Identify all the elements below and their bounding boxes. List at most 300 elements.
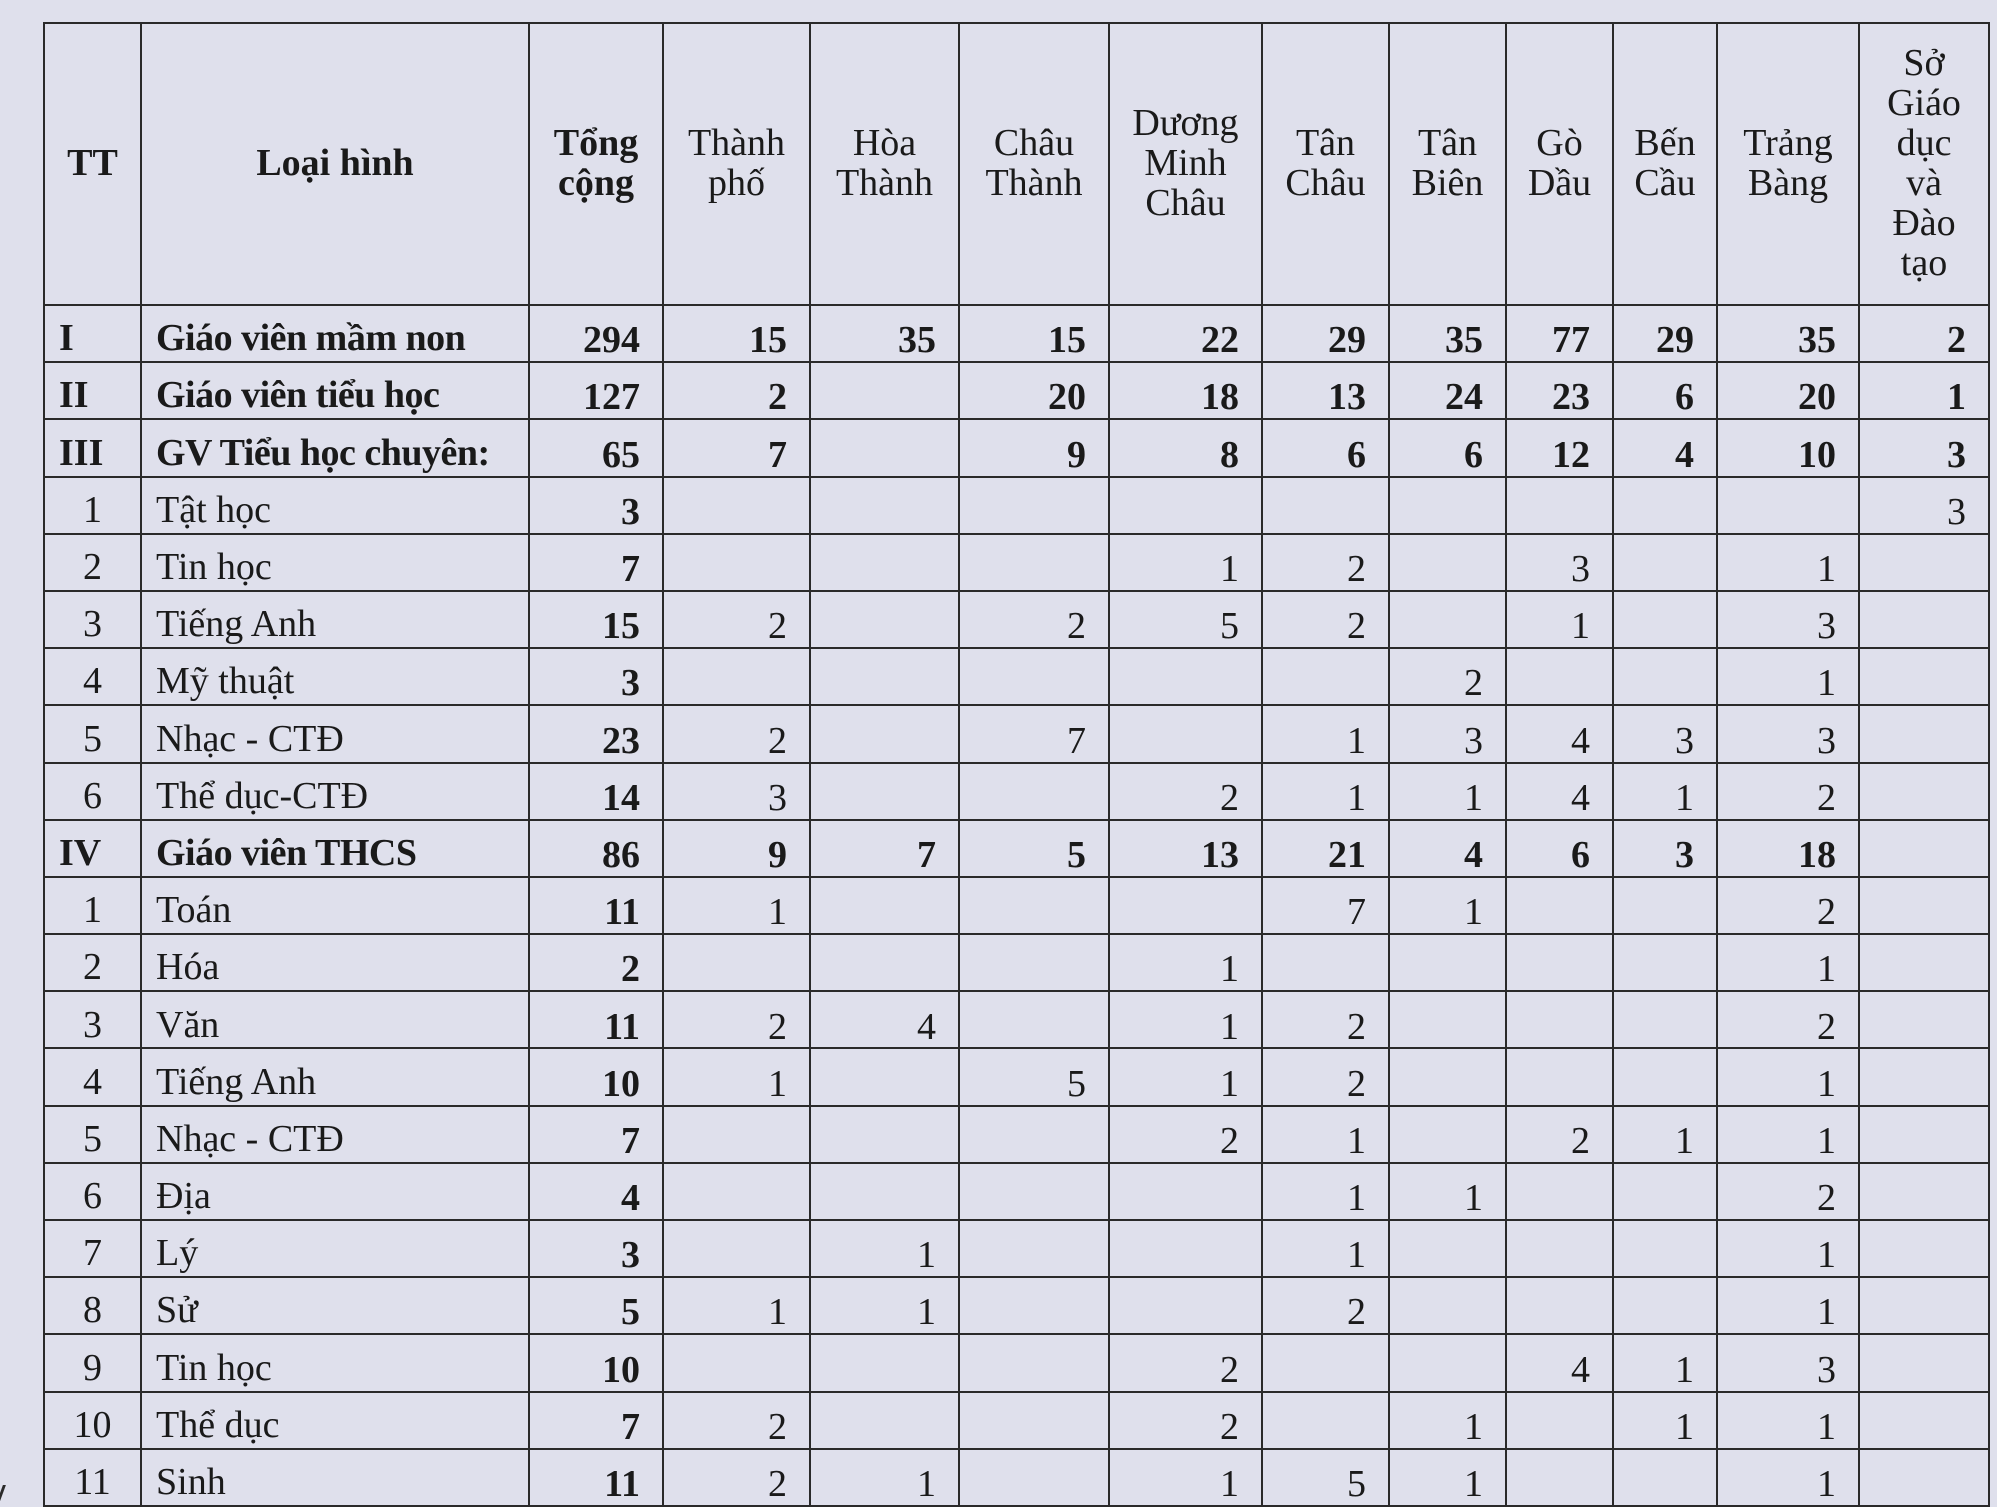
row-index-cell: 4 — [44, 1048, 141, 1105]
row-value-cell — [810, 705, 959, 762]
row-value-cell — [663, 1220, 810, 1277]
row-total-cell: 10 — [529, 1334, 663, 1391]
header-tong-cong — [529, 23, 663, 305]
row-value-cell — [1389, 1220, 1506, 1277]
row-category-cell: Giáo viên tiểu học — [141, 362, 529, 419]
row-index-cell: 3 — [44, 991, 141, 1048]
row-value-cell: 1 — [1262, 763, 1389, 820]
row-category-cell: Giáo viên THCS — [141, 820, 529, 877]
row-value-cell — [810, 934, 959, 991]
row-value-cell: 1 — [1109, 991, 1262, 1048]
row-value-cell — [959, 1106, 1109, 1163]
row-value-cell: 3 — [1859, 419, 1989, 476]
row-value-cell — [959, 1334, 1109, 1391]
row-value-cell: 2 — [663, 991, 810, 1048]
row-value-cell: 1 — [1613, 1334, 1717, 1391]
header-text-line: dục — [1896, 122, 1952, 165]
row-category-cell: Sinh — [141, 1449, 529, 1506]
row-value-cell: 9 — [663, 820, 810, 877]
row-category-cell: Lý — [141, 1220, 529, 1277]
header-text-line: Thành — [835, 162, 934, 204]
row-value-cell: 1 — [1389, 1449, 1506, 1506]
header-text-line: Đào — [1892, 201, 1956, 244]
row-value-cell: 1 — [1109, 1048, 1262, 1105]
row-value-cell: 1 — [1389, 763, 1506, 820]
row-value-cell: 7 — [1262, 877, 1389, 934]
header-text-line: Tổng — [553, 122, 639, 165]
row-total-cell: 127 — [529, 362, 663, 419]
row-value-cell: 3 — [1717, 1334, 1859, 1391]
row-index-cell: 11 — [44, 1449, 141, 1506]
row-value-cell: 1 — [1262, 1220, 1389, 1277]
row-value-cell — [1109, 477, 1262, 534]
row-value-cell — [1506, 477, 1613, 534]
row-value-cell — [1613, 1277, 1717, 1334]
row-value-cell — [663, 1106, 810, 1163]
row-value-cell: 1 — [1389, 877, 1506, 934]
header-text-line: Châu — [993, 122, 1075, 165]
row-value-cell: 4 — [1506, 705, 1613, 762]
header-go-dau — [1506, 23, 1613, 305]
row-value-cell: 1 — [1262, 1163, 1389, 1220]
row-value-cell: 1 — [1109, 534, 1262, 591]
row-value-cell — [1859, 934, 1989, 991]
row-total-cell: 7 — [529, 534, 663, 591]
header-text-line: Tân — [1295, 122, 1356, 165]
row-value-cell: 13 — [1109, 820, 1262, 877]
row-value-cell — [1613, 877, 1717, 934]
row-value-cell: 24 — [1389, 362, 1506, 419]
row-value-cell — [663, 934, 810, 991]
table-row — [44, 1163, 1989, 1220]
row-category-cell: Giáo viên mầm non — [141, 305, 529, 362]
row-value-cell: 2 — [1262, 591, 1389, 648]
row-category-cell: Hóa — [141, 934, 529, 991]
row-value-cell — [959, 1449, 1109, 1506]
row-value-cell: 2 — [1262, 1048, 1389, 1105]
row-value-cell: 2 — [1262, 1277, 1389, 1334]
table-row — [44, 1106, 1989, 1163]
row-index-cell: I — [44, 305, 141, 362]
row-value-cell: 1 — [1717, 534, 1859, 591]
row-total-cell: 4 — [529, 1163, 663, 1220]
header-text-line: Châu — [1285, 162, 1366, 204]
row-index-cell: IV — [44, 820, 141, 877]
row-index-cell: 9 — [44, 1334, 141, 1391]
row-value-cell: 12 — [1506, 419, 1613, 476]
row-value-cell: 3 — [1613, 820, 1717, 877]
row-value-cell: 2 — [1717, 1163, 1859, 1220]
header-text-line: Minh — [1144, 142, 1227, 185]
table-row — [44, 763, 1989, 820]
row-value-cell: 18 — [1109, 362, 1262, 419]
table-header — [44, 23, 1989, 305]
row-value-cell: 2 — [663, 1392, 810, 1449]
row-value-cell — [1613, 1163, 1717, 1220]
row-value-cell — [1262, 1392, 1389, 1449]
row-value-cell: 2 — [663, 705, 810, 762]
row-value-cell — [1506, 1277, 1613, 1334]
row-value-cell — [810, 763, 959, 820]
row-value-cell — [1389, 1106, 1506, 1163]
row-value-cell: 2 — [1109, 1106, 1262, 1163]
header-text-line: Biên — [1411, 162, 1484, 204]
row-value-cell: 1 — [1717, 1277, 1859, 1334]
row-value-cell: 1 — [1717, 934, 1859, 991]
header-duong-minh-chau — [1109, 23, 1262, 305]
row-value-cell: 1 — [810, 1449, 959, 1506]
row-value-cell: 29 — [1613, 305, 1717, 362]
row-value-cell — [1859, 1449, 1989, 1506]
header-text-line: TT — [67, 142, 118, 185]
row-value-cell: 21 — [1262, 820, 1389, 877]
row-total-cell: 3 — [529, 648, 663, 705]
row-category-cell: Nhạc - CTĐ — [141, 1106, 529, 1163]
row-category-cell: Sử — [141, 1277, 529, 1334]
row-value-cell: 1 — [1109, 934, 1262, 991]
row-category-cell: Tiếng Anh — [141, 1048, 529, 1105]
row-value-cell: 3 — [1613, 705, 1717, 762]
row-value-cell: 2 — [663, 362, 810, 419]
row-value-cell: 2 — [1859, 305, 1989, 362]
header-text-line: Cầu — [1634, 162, 1696, 204]
row-index-cell: 5 — [44, 1106, 141, 1163]
row-value-cell: 2 — [663, 591, 810, 648]
row-value-cell: 20 — [1717, 362, 1859, 419]
row-value-cell: 3 — [1859, 477, 1989, 534]
row-value-cell: 1 — [1262, 1106, 1389, 1163]
row-value-cell — [1389, 534, 1506, 591]
row-category-cell: Địa — [141, 1163, 529, 1220]
row-value-cell — [1717, 477, 1859, 534]
row-total-cell: 11 — [529, 991, 663, 1048]
row-value-cell: 29 — [1262, 305, 1389, 362]
table-body — [44, 305, 1989, 1506]
row-value-cell: 1 — [1717, 648, 1859, 705]
row-value-cell: 1 — [1109, 1449, 1262, 1506]
header-chau-thanh — [959, 23, 1109, 305]
row-index-cell: III — [44, 419, 141, 476]
row-value-cell — [663, 648, 810, 705]
row-value-cell: 3 — [1717, 705, 1859, 762]
table-row — [44, 591, 1989, 648]
row-value-cell — [1109, 1220, 1262, 1277]
header-thanh-pho — [663, 23, 810, 305]
row-value-cell: 22 — [1109, 305, 1262, 362]
header-tt — [44, 23, 141, 305]
row-value-cell: 8 — [1109, 419, 1262, 476]
row-value-cell: 1 — [1389, 1163, 1506, 1220]
row-value-cell — [810, 877, 959, 934]
row-value-cell — [1859, 1334, 1989, 1391]
row-value-cell: 2 — [663, 1449, 810, 1506]
row-total-cell: 65 — [529, 419, 663, 476]
row-total-cell: 14 — [529, 763, 663, 820]
row-index-cell: II — [44, 362, 141, 419]
row-value-cell — [810, 1106, 959, 1163]
header-loai-hinh — [141, 23, 529, 305]
header-text-line: tạo — [1900, 241, 1948, 284]
row-value-cell — [1613, 1048, 1717, 1105]
row-value-cell: 1 — [1613, 1392, 1717, 1449]
row-value-cell — [959, 1277, 1109, 1334]
table-row — [44, 1220, 1989, 1277]
row-value-cell: 23 — [1506, 362, 1613, 419]
row-value-cell — [1859, 1392, 1989, 1449]
row-value-cell: 1 — [1717, 1449, 1859, 1506]
row-value-cell — [1613, 648, 1717, 705]
row-value-cell — [1262, 934, 1389, 991]
header-text-line: Thành — [687, 122, 786, 165]
row-value-cell — [1506, 877, 1613, 934]
row-value-cell — [1109, 877, 1262, 934]
row-value-cell — [959, 1392, 1109, 1449]
row-value-cell: 4 — [1506, 763, 1613, 820]
row-category-cell: Mỹ thuật — [141, 648, 529, 705]
row-value-cell — [959, 477, 1109, 534]
row-value-cell: 15 — [959, 305, 1109, 362]
table-row — [44, 705, 1989, 762]
row-value-cell — [959, 1163, 1109, 1220]
row-value-cell: 35 — [810, 305, 959, 362]
header-text-line: Trảng — [1743, 122, 1833, 165]
row-value-cell: 3 — [1389, 705, 1506, 762]
row-index-cell: 3 — [44, 591, 141, 648]
row-value-cell: 3 — [1506, 534, 1613, 591]
header-text-line: Thành — [985, 162, 1083, 204]
row-value-cell — [1859, 877, 1989, 934]
row-index-cell: 4 — [44, 648, 141, 705]
row-index-cell: 10 — [44, 1392, 141, 1449]
row-category-cell: Tin học — [141, 534, 529, 591]
row-value-cell: 1 — [1613, 1106, 1717, 1163]
row-total-cell: 5 — [529, 1277, 663, 1334]
row-category-cell: GV Tiểu học chuyên: — [141, 419, 529, 476]
row-value-cell: 1 — [1717, 1220, 1859, 1277]
row-value-cell: 3 — [1717, 591, 1859, 648]
row-value-cell — [1859, 1106, 1989, 1163]
row-value-cell — [810, 362, 959, 419]
table-row — [44, 1277, 1989, 1334]
table-row — [44, 991, 1989, 1048]
row-category-cell: Toán — [141, 877, 529, 934]
row-total-cell: 294 — [529, 305, 663, 362]
row-value-cell: 6 — [1389, 419, 1506, 476]
row-value-cell — [1506, 1392, 1613, 1449]
header-text-line: Giáo — [1887, 82, 1961, 125]
row-value-cell: 1 — [810, 1220, 959, 1277]
row-category-cell: Thể dục — [141, 1392, 529, 1449]
header-ben-cau — [1613, 23, 1717, 305]
scan-edge-mark — [0, 1485, 14, 1501]
row-value-cell — [1262, 477, 1389, 534]
row-category-cell: Văn — [141, 991, 529, 1048]
row-index-cell: 1 — [44, 877, 141, 934]
row-value-cell — [1613, 1449, 1717, 1506]
header-so-gddt — [1859, 23, 1989, 305]
teacher-allocation-table — [43, 22, 1990, 1507]
row-value-cell: 77 — [1506, 305, 1613, 362]
row-value-cell — [1389, 991, 1506, 1048]
row-value-cell: 1 — [663, 877, 810, 934]
row-category-cell: Thể dục-CTĐ — [141, 763, 529, 820]
row-value-cell: 7 — [810, 820, 959, 877]
row-total-cell: 86 — [529, 820, 663, 877]
row-value-cell: 2 — [1109, 1392, 1262, 1449]
header-text-line: Dầu — [1527, 162, 1592, 204]
row-value-cell: 1 — [663, 1048, 810, 1105]
row-value-cell — [1262, 648, 1389, 705]
row-value-cell — [1859, 763, 1989, 820]
header-text-line: Dương — [1132, 102, 1239, 145]
row-index-cell: 5 — [44, 705, 141, 762]
header-hoa-thanh — [810, 23, 959, 305]
row-value-cell — [1109, 1163, 1262, 1220]
row-value-cell — [1859, 648, 1989, 705]
row-value-cell: 4 — [1389, 820, 1506, 877]
header-text-line: Tân — [1417, 122, 1478, 165]
row-value-cell — [1506, 991, 1613, 1048]
header-text-line: Châu — [1145, 181, 1226, 224]
table-row — [44, 1449, 1989, 1506]
row-value-cell: 2 — [1717, 877, 1859, 934]
row-value-cell — [810, 591, 959, 648]
row-value-cell: 13 — [1262, 362, 1389, 419]
row-value-cell: 1 — [1859, 362, 1989, 419]
header-text-line: Loại hình — [256, 142, 414, 185]
row-value-cell: 4 — [1613, 419, 1717, 476]
table-row — [44, 1392, 1989, 1449]
row-total-cell: 7 — [529, 1106, 663, 1163]
header-text-line: và — [1906, 162, 1942, 204]
row-category-cell: Nhạc - CTĐ — [141, 705, 529, 762]
row-value-cell — [1859, 991, 1989, 1048]
row-value-cell — [959, 934, 1109, 991]
section-row — [44, 305, 1989, 362]
row-value-cell — [810, 534, 959, 591]
section-row — [44, 419, 1989, 476]
table-row — [44, 1334, 1989, 1391]
table-row — [44, 477, 1989, 534]
row-value-cell: 9 — [959, 419, 1109, 476]
row-value-cell: 2 — [1717, 763, 1859, 820]
row-value-cell — [1389, 591, 1506, 648]
row-total-cell: 15 — [529, 591, 663, 648]
row-value-cell — [1859, 1220, 1989, 1277]
row-value-cell: 1 — [1717, 1048, 1859, 1105]
row-value-cell — [1506, 1048, 1613, 1105]
row-total-cell: 3 — [529, 1220, 663, 1277]
row-value-cell: 5 — [1109, 591, 1262, 648]
row-value-cell — [810, 648, 959, 705]
row-value-cell: 2 — [1109, 1334, 1262, 1391]
row-value-cell — [810, 419, 959, 476]
row-value-cell — [1109, 1277, 1262, 1334]
row-value-cell: 7 — [959, 705, 1109, 762]
row-value-cell — [1613, 477, 1717, 534]
header-text-line: Bàng — [1747, 162, 1829, 204]
row-total-cell: 7 — [529, 1392, 663, 1449]
row-value-cell: 35 — [1717, 305, 1859, 362]
row-index-cell: 7 — [44, 1220, 141, 1277]
row-value-cell — [959, 877, 1109, 934]
row-value-cell — [1859, 705, 1989, 762]
row-value-cell: 2 — [1262, 534, 1389, 591]
header-text-line: Bến — [1634, 122, 1696, 165]
row-value-cell: 1 — [1262, 705, 1389, 762]
row-total-cell: 11 — [529, 1449, 663, 1506]
row-value-cell — [1613, 934, 1717, 991]
row-value-cell — [959, 648, 1109, 705]
row-value-cell — [959, 763, 1109, 820]
row-index-cell: 6 — [44, 1163, 141, 1220]
row-value-cell — [1613, 991, 1717, 1048]
row-index-cell: 2 — [44, 934, 141, 991]
section-row — [44, 362, 1989, 419]
header-text-line: phố — [708, 162, 765, 204]
row-value-cell — [1389, 1277, 1506, 1334]
row-category-cell: Tiếng Anh — [141, 591, 529, 648]
row-value-cell — [1613, 1220, 1717, 1277]
row-value-cell: 6 — [1262, 419, 1389, 476]
row-category-cell: Tật học — [141, 477, 529, 534]
row-index-cell: 8 — [44, 1277, 141, 1334]
row-value-cell — [1859, 1277, 1989, 1334]
row-value-cell — [1389, 1048, 1506, 1105]
row-value-cell: 1 — [1717, 1106, 1859, 1163]
row-value-cell — [1109, 648, 1262, 705]
row-value-cell: 1 — [1613, 763, 1717, 820]
row-value-cell — [810, 1163, 959, 1220]
row-value-cell — [663, 1163, 810, 1220]
row-value-cell: 2 — [1109, 763, 1262, 820]
row-value-cell: 15 — [663, 305, 810, 362]
row-value-cell — [1262, 1334, 1389, 1391]
row-value-cell: 18 — [1717, 820, 1859, 877]
row-value-cell: 4 — [1506, 1334, 1613, 1391]
row-value-cell: 1 — [1717, 1392, 1859, 1449]
section-row — [44, 820, 1989, 877]
row-value-cell: 5 — [959, 1048, 1109, 1105]
table-row — [44, 877, 1989, 934]
row-value-cell — [810, 1048, 959, 1105]
header-text-line: cộng — [558, 162, 634, 204]
table-row — [44, 534, 1989, 591]
header-text-line: Gò — [1536, 122, 1583, 165]
row-total-cell: 3 — [529, 477, 663, 534]
row-value-cell — [959, 534, 1109, 591]
header-text-line: Hòa — [852, 122, 917, 165]
row-value-cell: 1 — [1506, 591, 1613, 648]
row-value-cell — [1859, 534, 1989, 591]
row-value-cell: 1 — [810, 1277, 959, 1334]
row-value-cell: 3 — [663, 763, 810, 820]
row-value-cell — [1859, 1048, 1989, 1105]
table-row — [44, 648, 1989, 705]
row-value-cell: 5 — [1262, 1449, 1389, 1506]
row-value-cell — [959, 991, 1109, 1048]
header-text-line: Sở — [1903, 42, 1945, 85]
row-value-cell — [1506, 934, 1613, 991]
row-value-cell: 1 — [663, 1277, 810, 1334]
row-value-cell — [1859, 591, 1989, 648]
row-total-cell: 2 — [529, 934, 663, 991]
row-value-cell: 20 — [959, 362, 1109, 419]
row-value-cell: 4 — [810, 991, 959, 1048]
row-value-cell — [1859, 820, 1989, 877]
row-value-cell — [1506, 1220, 1613, 1277]
row-value-cell — [1506, 1449, 1613, 1506]
